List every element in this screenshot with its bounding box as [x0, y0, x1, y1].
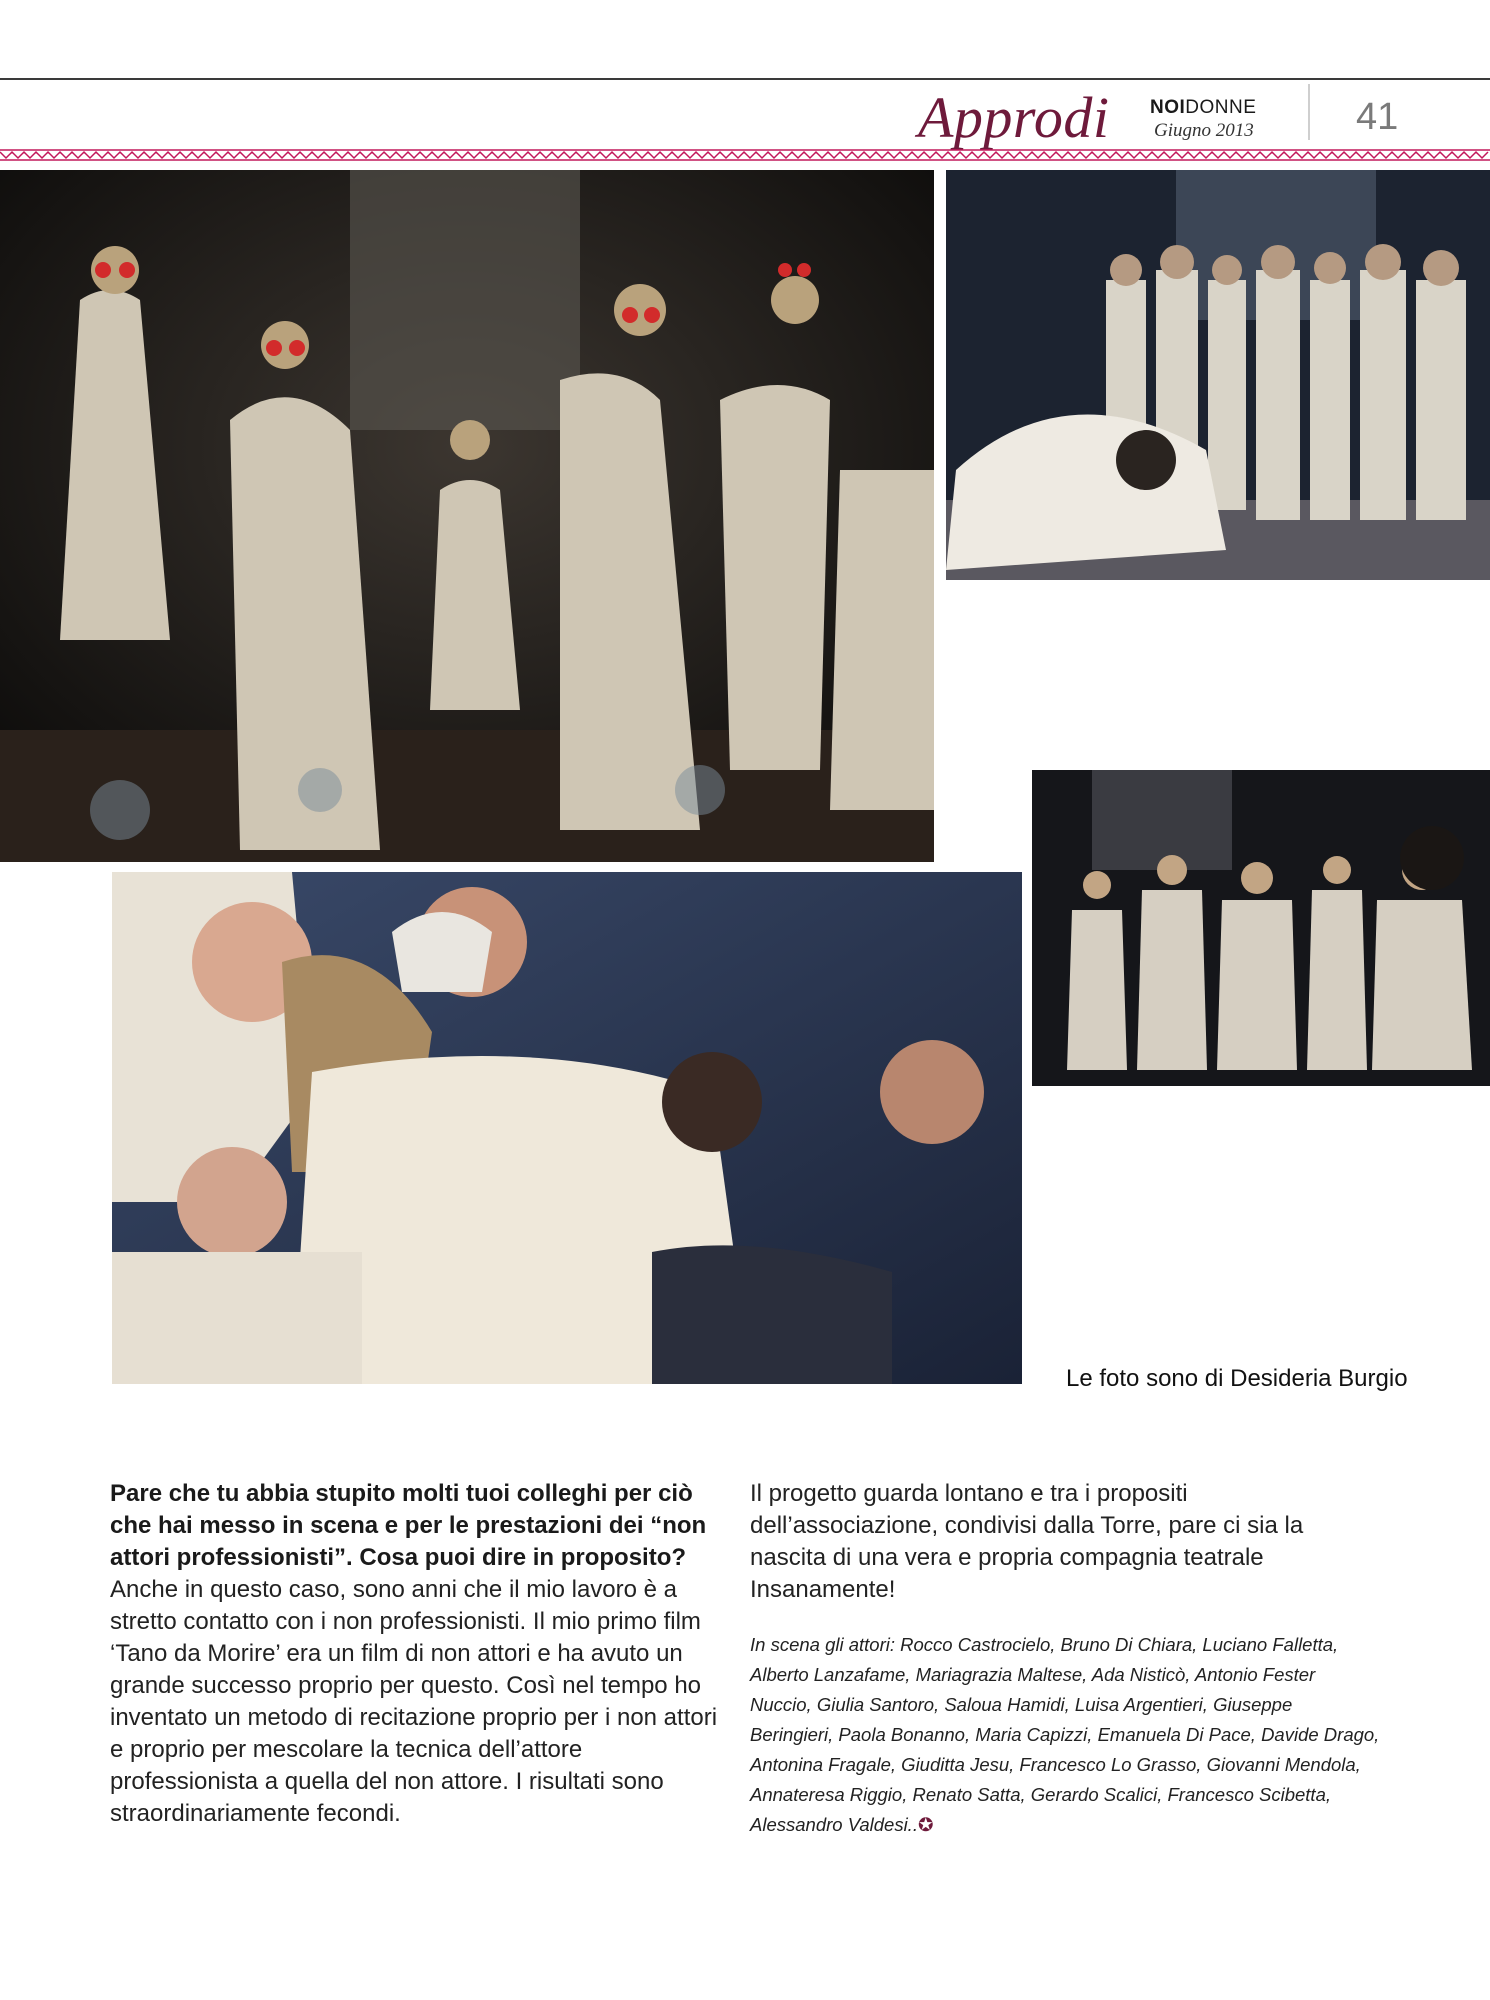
- zigzag-border: [0, 148, 1490, 162]
- cast-text: In scena gli attori: Rocco Castrocielo, Bruno Di Chiara, Luciano Falletta, Alberto Lanzafame, Mariagrazia Maltese, Ada Nisticò, Antonio Fester Nuccio, Giulia Santoro, Saloua Hamidi, Luisa Argentieri, Giuseppe Beringieri, Paola Bonanno, Maria Capizzi, Emanuela Di Pace, Davide Drago, Antonina Fragale, Giuditta Jesu, Francesco Lo Grasso, Giovanni Mendola, Annateresa Riggio, Renato Satta, Gerardo Scalici, Francesco Scibetta, Alessandro Valdesi..: [750, 1634, 1380, 1835]
- header-divider: [1308, 84, 1310, 140]
- page-header: [0, 80, 1490, 150]
- photo-credit: Le foto sono di Desideria Burgio: [1066, 1365, 1408, 1392]
- page-number: 41: [1356, 96, 1399, 138]
- magazine-brand: [1150, 98, 1256, 118]
- end-mark-icon: ✪: [917, 1814, 934, 1835]
- issue-date: Giugno 2013: [1154, 120, 1254, 141]
- photo-1: [0, 170, 934, 862]
- photo-4: [112, 872, 1022, 1384]
- interview-question: Pare che tu abbia stupito molti tuoi colleghi per ciò che hai messo in scena e per le prestazioni dei “non attori professionisti”. Cosa puoi dire in proposito?: [110, 1480, 707, 1571]
- article-left-column: [110, 1478, 728, 1830]
- brand-rest: DONNE: [1185, 97, 1257, 118]
- section-title: Approdi: [918, 85, 1110, 150]
- photo-2: [946, 170, 1490, 580]
- cast-list: [750, 1630, 1380, 1840]
- project-paragraph: Il progetto guarda lontano e tra i propositi dell’associazione, condivisi dalla Torre, pare ci sia la nascita di una vera e propria compagnia teatrale Insanamente!: [750, 1480, 1304, 1603]
- brand-bold: NOI: [1150, 97, 1186, 118]
- interview-answer: Anche in questo caso, sono anni che il mio lavoro è a stretto contatto con i non professionisti. Il mio primo film ‘Tano da Morire’ era un film di non attori e ha avuto un grande successo proprio per questo. Così nel tempo ho inventato un metodo di recitazione proprio per i non attori e proprio per mescolare la tecnica dell’attore professionista a quella del non attore. I risultati sono straordinariamente fecondi.: [110, 1576, 718, 1827]
- photo-3: [1032, 770, 1490, 1086]
- article-right-column: [750, 1478, 1380, 1840]
